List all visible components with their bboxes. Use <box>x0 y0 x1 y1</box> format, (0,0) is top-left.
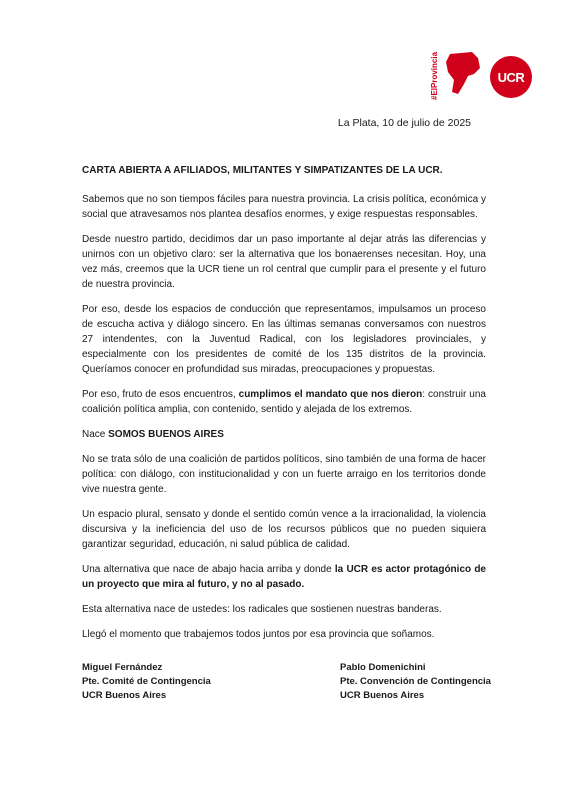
p5-text-a: Nace <box>82 429 109 440</box>
p8-emphasis: la UCR es actor protagónico de un proyecto que mira al futuro, y no al pasado. <box>82 564 486 590</box>
signatory-role: Pte. Convención de Contingencia <box>340 676 491 687</box>
paragraph-2: Desde nuestro partido, decidimos dar un paso importante al dejar atrás las diferencias y unirnos con un objetivo claro: ser la alternativa que los bonaerenses necesitan. Hoy, una vez más, creemos que la UCR tiene un rol central que cumplir para el presente y el futuro de nuestra provincia. <box>82 234 486 290</box>
p4-emphasis: cumplimos el mandato que nos dieron <box>238 389 423 400</box>
coalition-name: SOMOS BUENOS AIRES <box>108 429 224 440</box>
paragraph-1: Sabemos que no son tiempos fáciles para nuestra provincia. La crisis política, económica y social que atravesamos nos plantea desafíos enormes, y exige respuestas responsables. <box>82 194 486 220</box>
p4-text-c: : construir una coalición política amplia, con contenido, sentido y alejada de los extremos. <box>82 389 486 415</box>
letter-title: CARTA ABIERTA A AFILIADOS, MILITANTES Y SIMPATIZANTES DE LA UCR. <box>82 165 443 176</box>
province-map-logo <box>444 50 484 96</box>
signatory-role: Pte. Comité de Contingencia <box>82 676 211 687</box>
signatory-name: Pablo Domenichini <box>340 662 426 673</box>
paragraph-10: Llegó el momento que trabajemos todos juntos por esa provincia que soñamos. <box>82 629 435 640</box>
signatory-org: UCR Buenos Aires <box>82 690 167 701</box>
letter-body <box>82 163 486 652</box>
letter-date: La Plata, 10 de julio de 2025 <box>337 117 471 129</box>
paragraph-3: Por eso, desde los espacios de conducción que representamos, impulsamos un proceso de escucha activa y diálogo sincero. En las últimas semanas conversamos con nuestros 27 intendentes, con la Juventud Radical, con los legisladores provinciales, y especialmente con los presidentes de comité de los 135 distritos de la provincia. Queríamos conocer en profundidad sus miradas, preocupaciones y propuestas. <box>82 304 486 375</box>
signature-left <box>82 661 211 703</box>
signature-right <box>340 661 491 703</box>
hashtag-label: #ElProvincia <box>430 51 439 100</box>
ucr-logo <box>490 56 532 98</box>
header-logos <box>430 48 530 104</box>
paragraph-5 <box>82 427 486 442</box>
p8-text-a: Una alternativa que nace de abajo hacia arriba y donde <box>82 564 335 575</box>
paragraph-7: Un espacio plural, sensato y donde el sentido común vence a la irracionalidad, la violencia discursiva y la ineficiencia del uso de los recursos públicos que no pueden siquiera garantizar seguridad, educación, ni salud pública de calidad. <box>82 509 486 550</box>
signatory-org: UCR Buenos Aires <box>340 690 425 701</box>
signatory-name: Miguel Fernández <box>82 662 163 673</box>
paragraph-8 <box>82 562 486 592</box>
paragraph-6: No se trata sólo de una coalición de partidos políticos, sino también de una forma de hacer política: con diálogo, con institucionalidad y con un fuerte arraigo en los territorios donde vive nuestra gente. <box>82 454 486 495</box>
paragraph-9: Esta alternativa nace de ustedes: los radicales que sostienen nuestras banderas. <box>82 604 442 615</box>
p4-text-a: Por eso, fruto de esos encuentros, <box>82 389 239 400</box>
paragraph-4 <box>82 387 486 417</box>
ucr-logo-text: UCR <box>497 69 525 85</box>
